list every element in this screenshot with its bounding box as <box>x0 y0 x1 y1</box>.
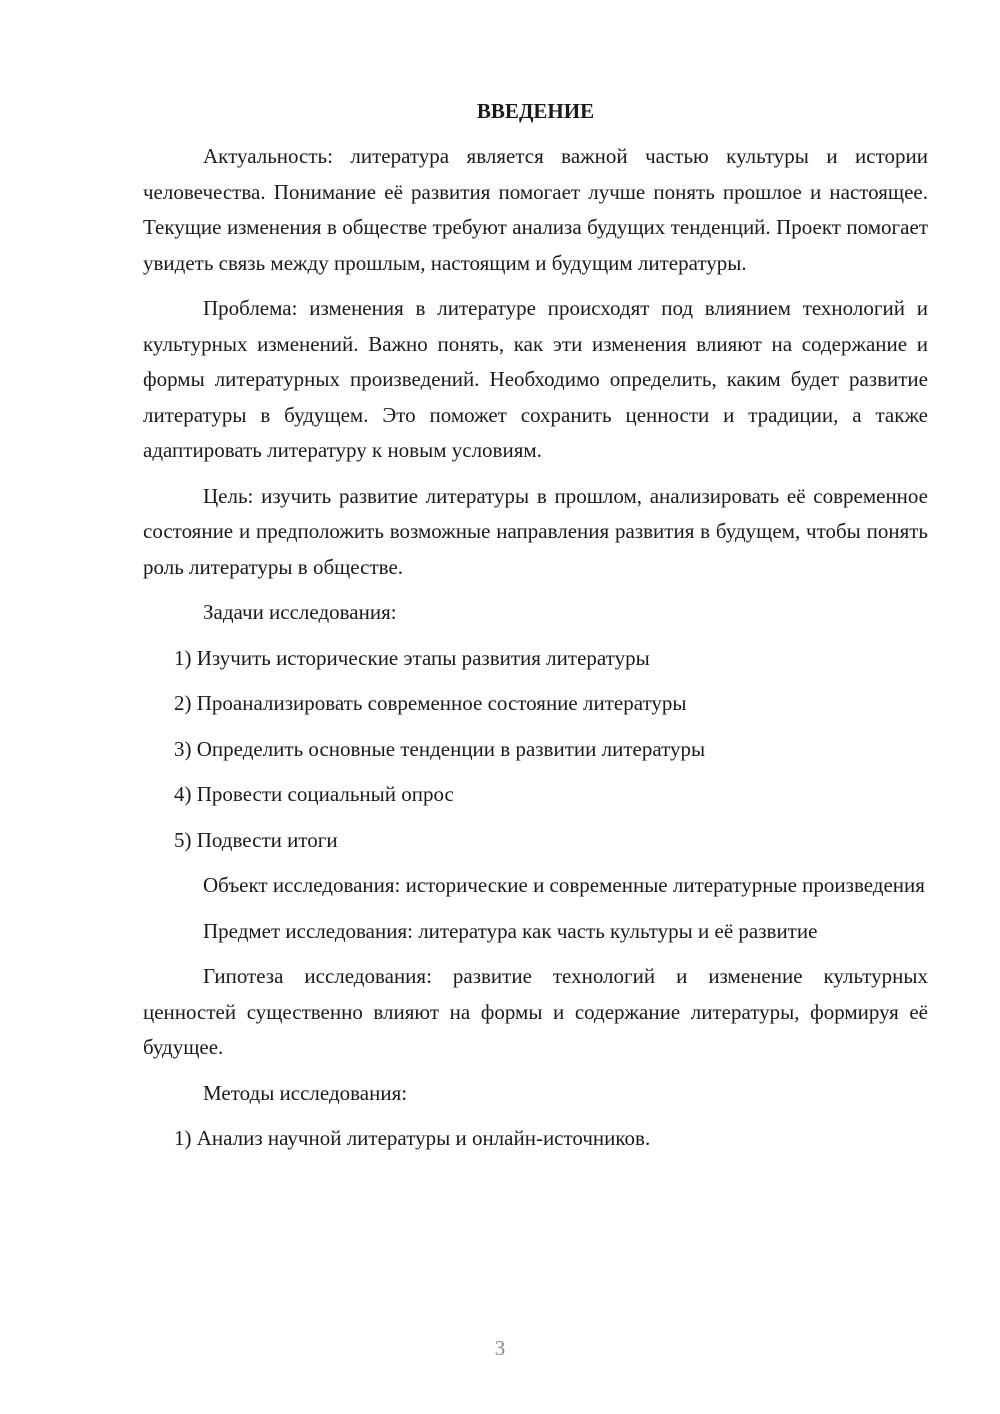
object-paragraph: Объект исследования: исторические и современные литературные произведения <box>203 873 925 897</box>
problem-paragraph: Проблема: изменения в литературе происходят под влиянием технологий и культурных изменений. Важно понять, как эти изменения влияют на содержание и формы литературных произведений. Необходимо определить, каким будет развитие литературы в будущем. Это поможет сохранить ценности и традиции, а также адаптировать литературу к новым условиям. <box>143 296 928 462</box>
methods-heading: Методы исследования: <box>203 1080 408 1105</box>
hypothesis-paragraph: Гипотеза исследования: развитие технологий и изменение культурных ценностей существенно влияют на формы и содержание литературы, формируя её будущее. <box>143 964 928 1059</box>
list-item: 3) Определить основные тенденции в развитии литературы <box>174 736 706 761</box>
list-item: 2) Проанализировать современное состояние литературы <box>174 691 687 715</box>
section-title: ВВЕДЕНИЕ <box>476 99 595 123</box>
list-item: 4) Провести социальный опрос <box>174 782 454 806</box>
tasks-list <box>143 641 928 859</box>
list-item: 1) Изучить исторические этапы развития литературы <box>174 645 650 670</box>
actuality-paragraph: Актуальность: литература является важной частью культуры и истории человечества. Понимание её развития помогает лучше понять прошлое и настоящее. Текущие изменения в обществе требуют анализа будущих тенденций. Проект помогает увидеть связь между прошлым, настоящим и будущим литературы. <box>143 144 928 275</box>
tasks-heading: Задачи исследования: <box>203 600 397 624</box>
subject-paragraph: Предмет исследования: литература как часть культуры и её развитие <box>203 918 818 943</box>
methods-list <box>143 1121 928 1157</box>
page-number: 3 <box>494 1336 506 1360</box>
page-content <box>143 97 928 1167</box>
list-item: 5) Подвести итоги <box>174 827 338 852</box>
list-item: 1) Анализ научной литературы и онлайн-источников. <box>174 1126 651 1150</box>
goal-paragraph: Цель: изучить развитие литературы в прошлом, анализировать её современное состояние и предположить возможные направления развития в будущем, чтобы понять роль литературы в обществе. <box>143 483 928 579</box>
